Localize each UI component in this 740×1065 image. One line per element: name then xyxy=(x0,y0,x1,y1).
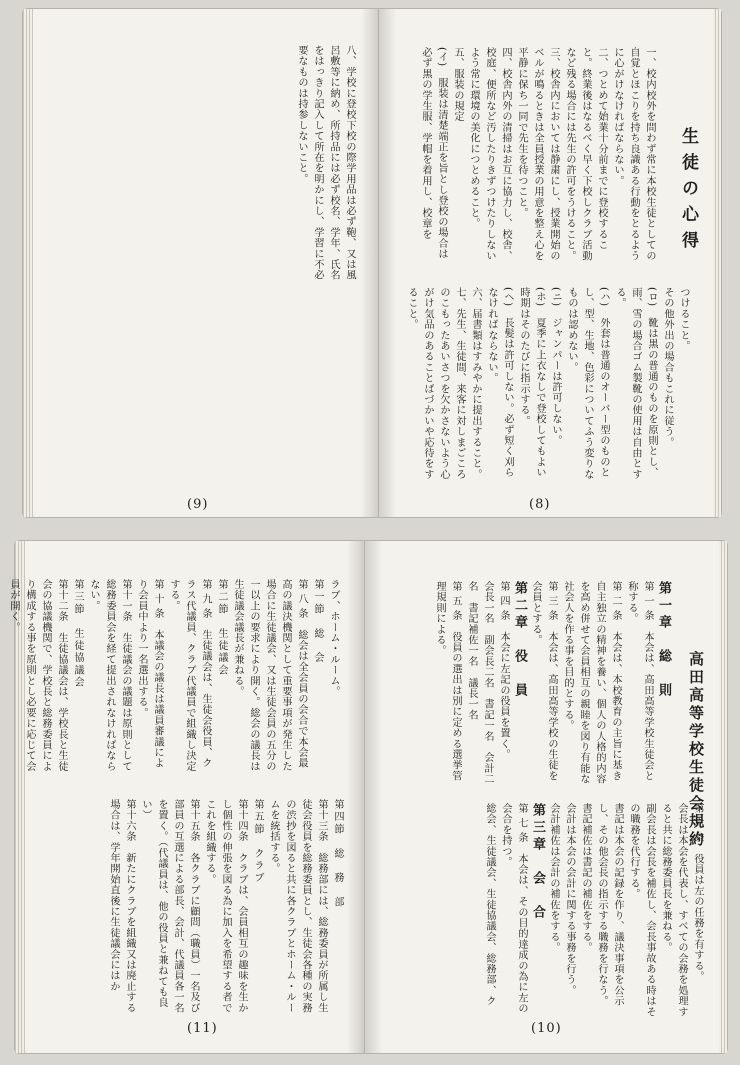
article-6: 第 六 条 役員は左の任務を有する。 xyxy=(692,803,703,982)
page-8 xyxy=(378,8,722,518)
page-11 xyxy=(8,540,366,1054)
chapter-1-title: 第一章 総 則 xyxy=(656,581,671,700)
rule-5-ha: (ハ) 外套は普通のオーバー型のものとし、型、生地、色彩についてふう変りなものは認めない。 xyxy=(566,287,609,480)
article-7: 第 七 条 本会は、その目的達成の為に左の会合を持つ。 xyxy=(500,803,527,1014)
section-1-title: 第一節 総 会 xyxy=(312,579,323,665)
article-6-duty-3: 書記は本会の記録を作り、議決事項を公示し、その他会長の指示する職務を行なう。 xyxy=(596,803,623,1007)
section-3-title: 第三節 生徒協議会 xyxy=(72,579,83,689)
article-7-list: 総会、生徒議会、生徒協議会、総務部、ク xyxy=(484,803,495,1007)
section-4-title: 第四節 総 務 部 xyxy=(332,799,343,909)
section-5-title: 第五節 クラブ xyxy=(252,799,263,885)
rule-1: 一、校内校外を問わず常に本校生徒としての自覚とほこりを持ち良識ある行動をとるように心がけなければならない。 xyxy=(612,47,655,261)
rule-5-ni: (ニ) ジャンパーは許可しない。 xyxy=(550,287,561,446)
page-number: (11) xyxy=(187,1021,218,1036)
article-9: 第 九 条 生徒議会は、生徒会役員、クラス代議員、クラブ代議員で組織し決定する。 xyxy=(168,579,211,772)
article-6-duty-1: 会長は本会を代表し、すべての会務を処理すると共に総務委員長を兼ねる。 xyxy=(660,803,687,1017)
article-3: 第 三 条 本会は、高田高等学校の生徒を会員とする。 xyxy=(530,581,557,782)
rule-5-i: (イ) 服装は清楚端正を旨とし登校の場合は必ず黒の学生服、学帽を着用し、校章を xyxy=(420,47,447,260)
chapter-3-title: 第三章 会 合 xyxy=(530,803,545,922)
article-4: 第 四 条 本会に左記の役員を置く。 xyxy=(498,581,509,760)
rule-2: 二、つとめて始業十分前までに登校すること。終業後はなるべく早く下校しクラブ活動など残る場合には先生の許可をうけること。 xyxy=(564,47,607,261)
articles-block-top xyxy=(431,581,671,789)
rule-5: 五、服装の規定 xyxy=(452,47,463,122)
page-9 xyxy=(22,8,380,518)
rule-3: 三、校舎内においては静粛にし、授業開始のベルが鳴るときは全員授業の用意を整え心を平静に保ち一同で先生を待つこと。 xyxy=(516,47,559,261)
article-5: 第 五 条 役員の選出は別に定める選挙管理規則による。 xyxy=(434,581,461,782)
rule-5-he: (ヘ) 長髪は許可しない。必ず短く刈らなければならない。 xyxy=(486,287,513,478)
section-2-title: 第二節 生徒議会 xyxy=(216,579,227,677)
articles-block-bottom xyxy=(481,803,705,1017)
gutter-shadow xyxy=(379,9,397,517)
rules-block-top xyxy=(417,47,657,265)
article-14: 第十四条 クラブは、会員相互の趣味を生かし個性の伸張を図る為に加入を希望する者でこれを組織する。 xyxy=(204,799,247,1013)
article-1: 第 一 条 本会は、高田高等学校生徒会と称する。 xyxy=(626,581,653,782)
rule-5-i-cont: つけること。 xyxy=(678,287,689,352)
article-10: 第 十 条 本議会の議長は議員審議により会員中より一名選出する。 xyxy=(136,579,163,769)
article-6-duty-4: 書記補佐は書記の補佐をする。 xyxy=(580,803,591,953)
chapter-2-title: 第二章 役 員 xyxy=(512,581,527,700)
gutter-shadow xyxy=(365,541,383,1053)
page-number: (9) xyxy=(187,497,209,512)
page-title: 生徒の心得 xyxy=(678,127,698,257)
article-15: 第十五条 各クラブに顧問（職員）一名及び部員の互選による部長、会計、代議員各一名を置く。（代議員は、他の役員と兼ねても良い） xyxy=(140,799,199,1013)
rule-5-i-note: その他外出の場合もこれに従う。 xyxy=(662,287,673,448)
article-8: 第 八 条 総会は全会員の会合で本会最高の議決機関として重要事項が発生した場合に生徒議会、又は生徒会員の五分の一以上の要求により開く。総会の議長は生徒議会議長が兼ねる。 xyxy=(232,579,307,772)
article-6-duty-5: 会計は本会の会計に関する事務を行う。 xyxy=(564,803,575,996)
rule-5-ho: (ホ) 夏季に上衣なしで登校してもよい時期はそのたびに指示する。 xyxy=(518,287,545,478)
page-edge xyxy=(713,9,721,517)
page-number: (10) xyxy=(531,1021,562,1036)
rule-7: 七、先生、生徒間、来客に対しまごころのこもったあいさつを欠かさないよう心がけ気品のあることばづかいや応待をすること。 xyxy=(406,287,465,480)
article-6-duty-2: 副会長は会長を補佐し、会長事故ある時はその職務を代行する。 xyxy=(628,803,655,1017)
page-edge xyxy=(719,541,727,1053)
page-number: (8) xyxy=(529,497,551,512)
article-7-cont: ラブ、ホーム・ルーム。 xyxy=(328,579,339,697)
rule-5-ro: (ロ) 靴は黒の普通のものを原則とし、雨、雪の場合ゴム製靴の使用は自由とする。 xyxy=(614,287,657,480)
rule-8-block xyxy=(293,45,357,285)
article-13: 第十三条 総務部には、総務委員が所属し生徒会役員を総務委員とし、生徒会各種の実務の渋抄を図ると共に各クラブとホーム・ルームを統括する。 xyxy=(268,799,327,1013)
rule-6: 六、届書類はすみやかに提出すること。 xyxy=(470,287,481,480)
articles-block-top xyxy=(5,579,341,779)
rule-8: 八、学校に登校下校の際学用品は必ず鞄、又は風呂敷等に納め、所持品には必ず校名、学年、氏名をはっきり記入して所在を明かにし、学習に不必要なものは持参しないこと。 xyxy=(296,45,355,281)
article-6-duty-6: 会計補佐は会計の補佐をする。 xyxy=(548,803,559,953)
regulation-title: 高田高等学校生徒会規約 xyxy=(687,651,705,849)
articles-block-bottom xyxy=(105,799,345,1017)
gutter-shadow xyxy=(347,541,365,1053)
article-2: 第 二 条 本会は、本校教育の主旨に基き自主独立の精神を養い、個人の人格的内容を高め併せて会員相互の親睦を図り有能な社会人を作る事を目的とする。 xyxy=(562,581,621,785)
rule-4: 四、校舎内外の清掃はお互に協力し、校舎、校庭、便所など汚したりきずつけたりしないよう常に環境の美化につとめること。 xyxy=(468,47,511,261)
page-edge xyxy=(23,9,33,517)
page-10 xyxy=(364,540,728,1054)
article-16: 第十六条 新たにクラブを組織又は廃止する場合は、学年開始直後に生徒議会にはか xyxy=(108,799,135,1013)
article-11: 第十一条 生徒議会の議題は原則として総務委員会を経て提出されなければならない。 xyxy=(88,579,131,772)
article-12: 第十二条 生徒協議会は、学校長と生徒会の協議機関で、学校長と総務委員により構成する事を原則とし必要に応じて会員が開く。 xyxy=(8,579,67,772)
rules-block-bottom xyxy=(403,287,691,483)
gutter-shadow xyxy=(361,9,379,517)
article-4-list: 会長一名 副会長二名 書記一名 会計二名 書記補佐一名 議長一名 xyxy=(466,581,493,785)
